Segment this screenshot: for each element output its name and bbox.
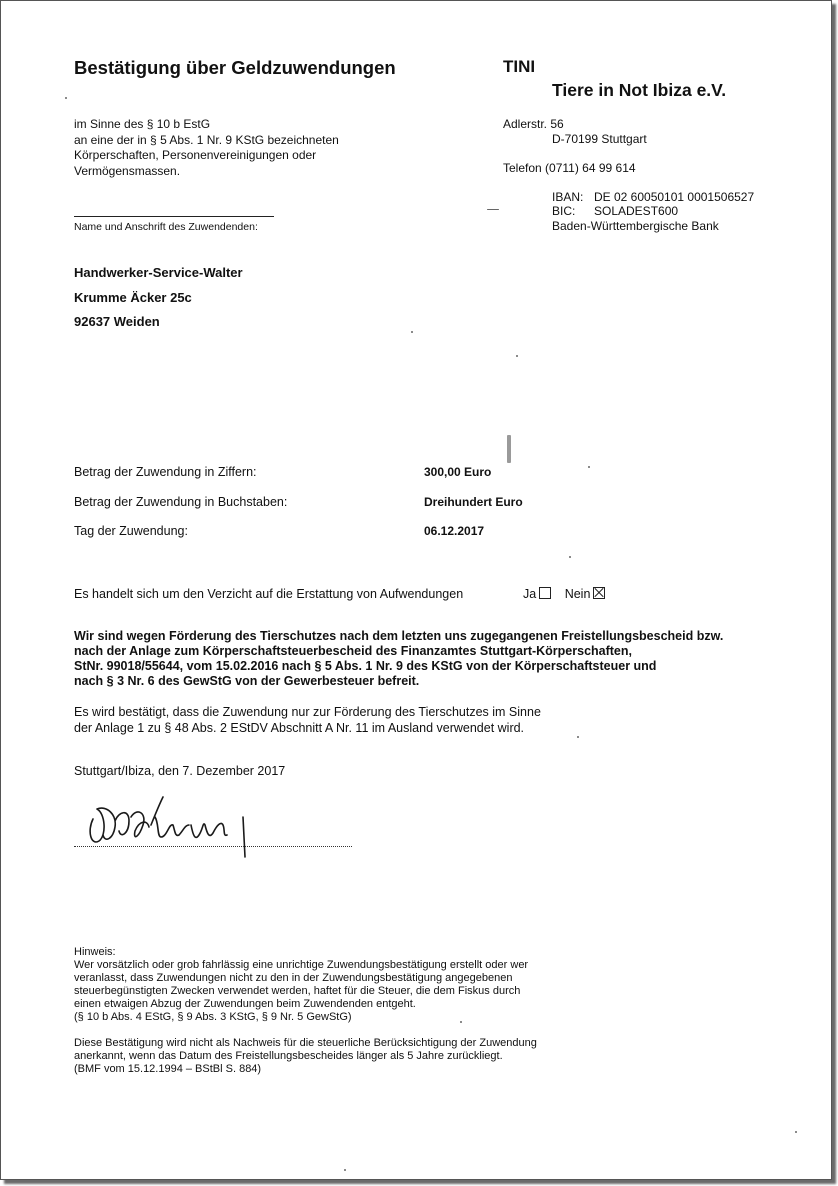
donor-divider <box>74 216 274 217</box>
scan-speck <box>577 736 579 738</box>
document-title: Bestätigung über Geldzuwendungen <box>74 57 396 78</box>
hint-line: Diese Bestätigung wird nicht als Nachweis für die steuerliche Berücksichtigung der Zuwendung <box>74 1037 537 1049</box>
amount-words-label: Betrag der Zuwendung in Buchstaben: <box>74 495 288 509</box>
scan-speck <box>516 355 518 357</box>
exemption-line: nach § 3 Nr. 6 des GewStG von der Gewerbesteuer befreit. <box>74 674 420 688</box>
donor-name: Handwerker-Service-Walter <box>74 265 243 280</box>
hint-text <box>74 959 528 1024</box>
hint-text-2 <box>74 1037 537 1076</box>
waiver-yes-label: Ja <box>523 587 537 601</box>
hint-line: Wer vorsätzlich oder grob fahrlässig eine unrichtige Zuwendungsbestätigung erstellt oder wer <box>74 959 529 971</box>
donation-date: 06.12.2017 <box>424 524 485 538</box>
signature <box>85 791 265 861</box>
bank-iban: DE 02 60050101 0001506527 <box>594 190 755 204</box>
hint-heading: Hinweis: <box>74 946 116 958</box>
legal-intro-line: Vermögensmassen. <box>74 163 181 178</box>
exemption-line: StNr. 99018/55644, vom 15.02.2016 nach § 5 Abs. 1 Nr. 9 des KStG von der Körperschaftsteuer und <box>74 659 657 673</box>
hint-line: einen etwaigen Abzug der Zuwendungen beim Zuwendenden entgeht. <box>74 998 416 1010</box>
waiver-options <box>523 587 605 601</box>
amount-digits-label: Betrag der Zuwendung in Ziffern: <box>74 465 257 479</box>
legal-intro <box>74 117 339 179</box>
scan-speck <box>795 1131 797 1133</box>
confirmation-line: Es wird bestätigt, dass die Zuwendung nur zur Förderung des Tierschutzes im Sinne <box>74 705 541 719</box>
scan-speck <box>507 435 511 463</box>
bank-name: Baden-Württembergische Bank <box>552 219 719 233</box>
scan-speck <box>65 97 67 99</box>
waiver-yes-checkbox[interactable] <box>539 587 551 599</box>
waiver-no-label: Nein <box>564 587 591 601</box>
scan-speck <box>569 556 571 558</box>
exemption-text <box>74 629 723 689</box>
amount-words: Dreihundert Euro <box>424 495 523 509</box>
donor-street: Krumme Äcker 25c <box>74 290 192 305</box>
org-phone: Telefon (0711) 64 99 614 <box>503 161 636 175</box>
scan-speck <box>588 466 590 468</box>
scan-speck <box>460 1021 462 1023</box>
hint-line: (§ 10 b Abs. 4 EStG, § 9 Abs. 3 KStG, § 9 Nr. 5 GewStG) <box>74 1011 352 1023</box>
hint-line: steuerbegünstigten Zwecken verwendet werden, haftet für die Steuer, die dem Fiskus durch <box>74 985 521 997</box>
hint-line: (BMF vom 15.12.1994 – BStBl S. 884) <box>74 1063 262 1075</box>
waiver-question: Es handelt sich um den Verzicht auf die Erstattung von Aufwendungen <box>74 587 464 601</box>
donor-city: 92637 Weiden <box>74 314 160 329</box>
org-street: Adlerstr. 56 <box>503 117 564 131</box>
signature-line <box>74 846 352 847</box>
confirmation-text <box>74 704 541 736</box>
bank-bic: SOLADEST600 <box>594 204 679 218</box>
legal-intro-line: an eine der in § 5 Abs. 1 Nr. 9 KStG bezeichneten <box>74 132 339 147</box>
org-short-name: TINI <box>503 57 536 76</box>
exemption-line: Wir sind wegen Förderung des Tierschutzes nach dem letzten uns zugegangenen Freistellungsbescheid bzw. <box>74 629 724 643</box>
bank-bic-label: BIC: <box>552 204 576 218</box>
place-date: Stuttgart/Ibiza, den 7. Dezember 2017 <box>74 764 286 778</box>
amount-digits: 300,00 Euro <box>424 465 492 479</box>
org-name: Tiere in Not Ibiza e.V. <box>552 80 727 100</box>
waiver-no-checkbox[interactable] <box>593 587 605 599</box>
org-city: D-70199 Stuttgart <box>552 132 647 146</box>
scan-speck <box>487 209 499 210</box>
confirmation-line: der Anlage 1 zu § 48 Abs. 2 EStDV Abschnitt A Nr. 11 im Ausland verwendet wird. <box>74 721 525 735</box>
hint-line: anerkannt, wenn das Datum des Freistellungsbescheides länger als 5 Jahre zurückliegt. <box>74 1050 503 1062</box>
bank-iban-label: IBAN: <box>552 190 584 204</box>
legal-intro-line: im Sinne des § 10 b EstG <box>74 117 211 131</box>
donation-date-label: Tag der Zuwendung: <box>74 524 188 538</box>
exemption-line: nach der Anlage zum Körperschaftsteuerbescheid des Finanzamtes Stuttgart-Körperschaften, <box>74 644 632 658</box>
scan-speck <box>411 331 413 333</box>
scan-speck <box>344 1169 346 1171</box>
hint-line: veranlasst, dass Zuwendungen nicht zu den in der Zuwendungsbestätigung angegebenen <box>74 972 513 984</box>
legal-intro-line: Körperschaften, Personenvereinigungen oder <box>74 148 317 162</box>
donor-label: Name und Anschrift des Zuwendenden: <box>74 221 258 233</box>
